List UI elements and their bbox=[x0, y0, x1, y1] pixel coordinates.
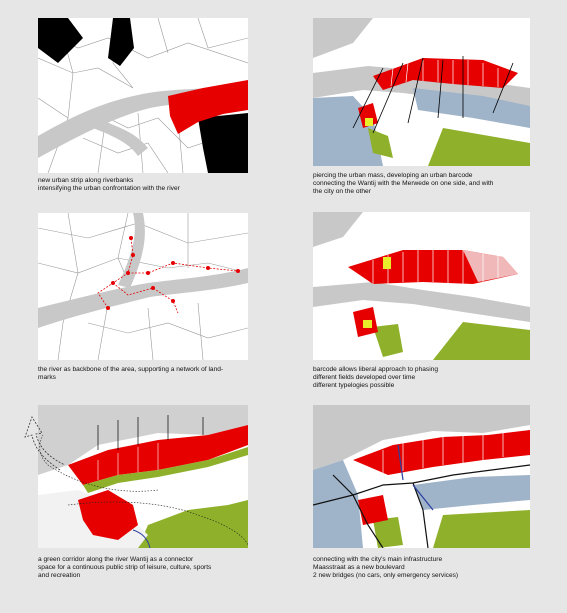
yellow-field bbox=[383, 257, 391, 269]
caption-line: connecting the Wantij with the Merwede on one side, and with bbox=[313, 180, 494, 187]
caption-line: new urban strip along riverbanks bbox=[38, 177, 134, 184]
river-band bbox=[313, 282, 530, 322]
green-area-south bbox=[138, 500, 248, 548]
caption-line: piercing the urban mass, developing an urban barcode bbox=[313, 172, 473, 179]
corridor-arrow-west bbox=[10, 415, 70, 475]
caption-infrastructure bbox=[313, 556, 553, 580]
caption-line: space for a continuous public strip of leisure, culture, sports bbox=[38, 564, 212, 571]
green-area bbox=[433, 510, 530, 548]
map-infrastructure bbox=[313, 405, 530, 548]
yellow-block bbox=[365, 118, 373, 126]
caption-corridor bbox=[38, 556, 278, 580]
caption-line: Maasstraat as a new boulevard bbox=[313, 564, 405, 571]
map-urban-strip bbox=[38, 18, 248, 173]
map-barcode bbox=[313, 212, 530, 360]
caption-line: a green corridor along the river Wantij as a connector bbox=[38, 556, 194, 563]
caption-line: intensifying the urban confrontation with the river bbox=[38, 185, 180, 192]
map-backbone bbox=[38, 213, 248, 360]
green-area bbox=[433, 322, 530, 360]
yellow-field-south bbox=[363, 320, 372, 328]
caption-backbone bbox=[38, 366, 278, 382]
caption-line: different typelogies possible bbox=[313, 382, 395, 389]
caption-line: 2 new bridges (no cars, only emergency services) bbox=[313, 572, 459, 579]
caption-piercing bbox=[313, 172, 563, 196]
city-blue bbox=[313, 460, 363, 548]
river bbox=[313, 212, 363, 247]
caption-line: marks bbox=[38, 374, 56, 381]
caption-line: the city on the other bbox=[313, 188, 371, 195]
caption-line: and recreation bbox=[38, 572, 81, 579]
map-piercing bbox=[313, 18, 530, 166]
caption-line: different fields developed over time bbox=[313, 374, 416, 381]
river bbox=[313, 18, 373, 58]
caption-urban-strip bbox=[38, 177, 278, 193]
green-patch bbox=[373, 324, 403, 357]
red-block bbox=[358, 495, 388, 525]
city-blue-strip bbox=[413, 475, 530, 510]
caption-line: the river as backbone of the area, supporting a network of land- bbox=[38, 366, 224, 373]
caption-line: connecting with the city's main infrastructure bbox=[313, 556, 443, 563]
existing-mass-se bbox=[198, 113, 248, 173]
green-area bbox=[428, 128, 530, 166]
existing-mass-n bbox=[108, 18, 134, 66]
caption-line: barcode allows liberal approach to phasing bbox=[313, 366, 438, 373]
river bbox=[38, 268, 248, 328]
caption-barcode bbox=[313, 366, 553, 390]
existing-mass-nw bbox=[38, 18, 83, 63]
